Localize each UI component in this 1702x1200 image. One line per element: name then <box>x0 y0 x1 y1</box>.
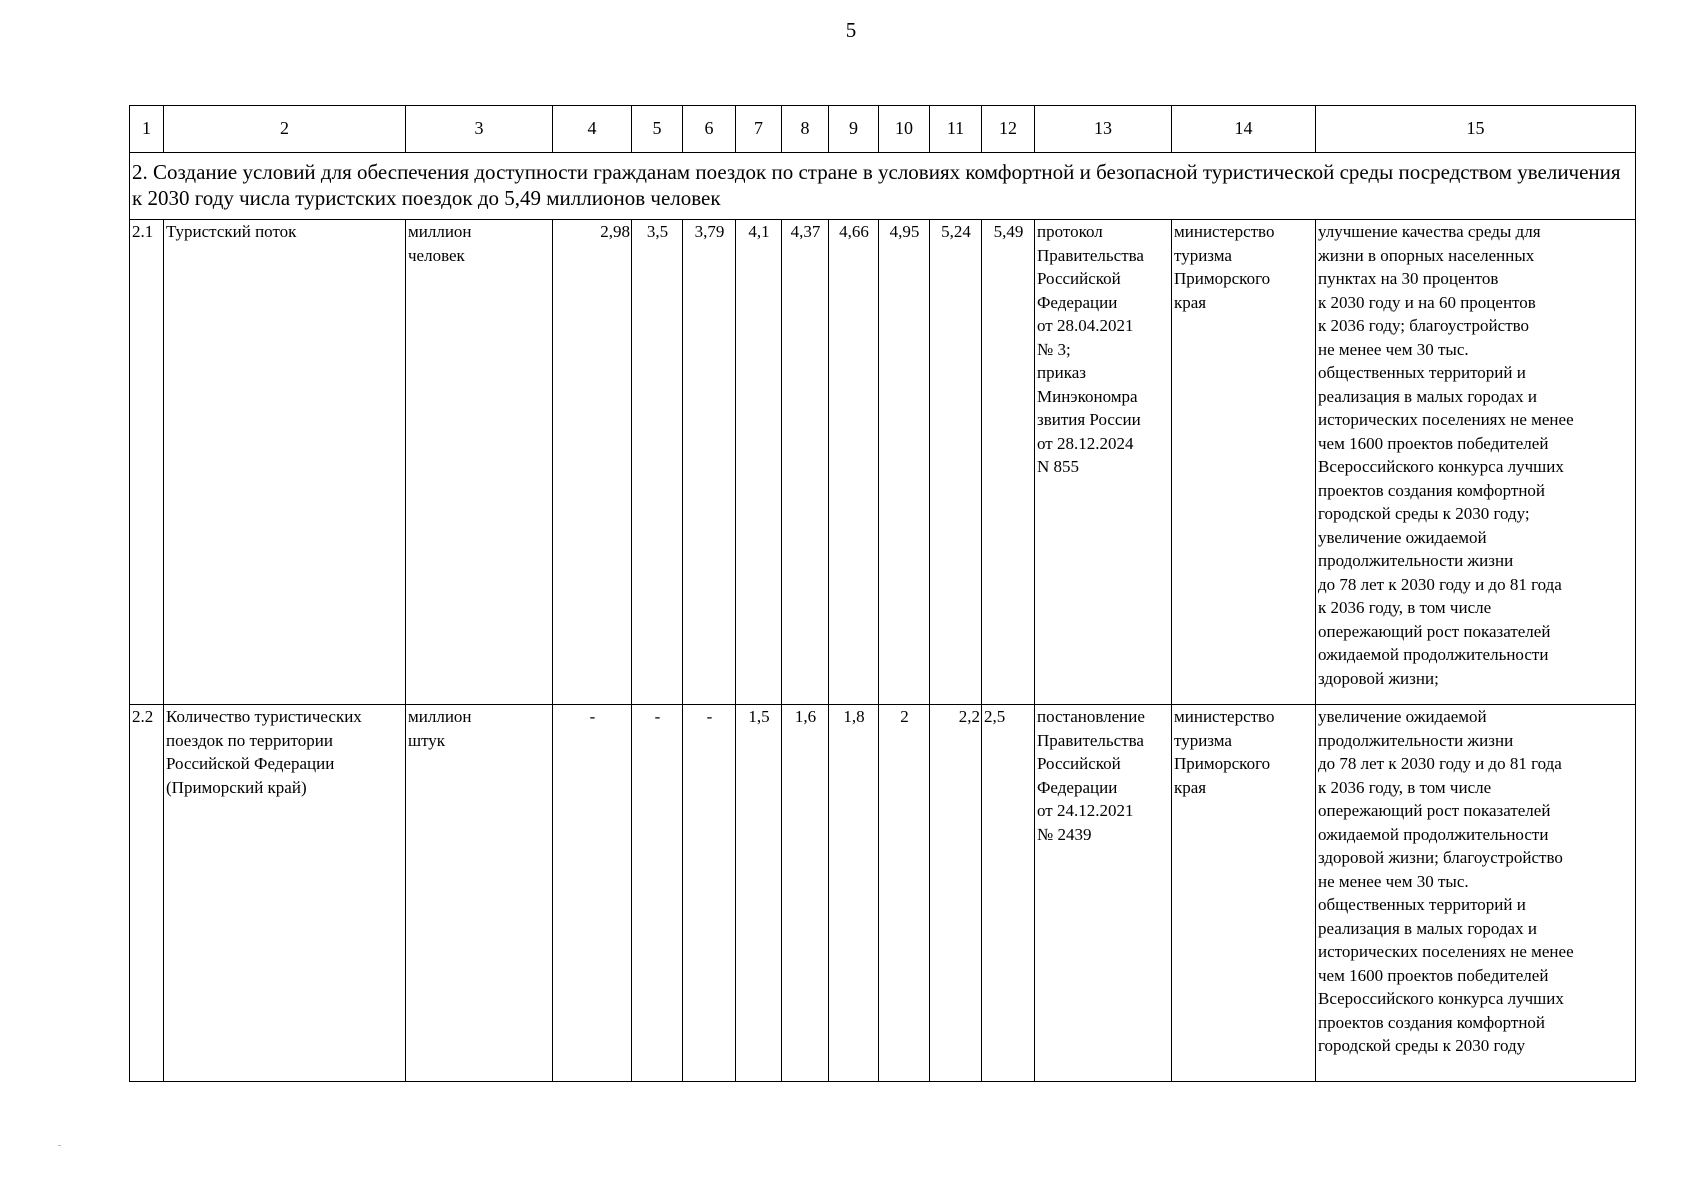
column-header: 9 <box>829 106 879 153</box>
indicator-name: Туристский поток <box>164 220 406 705</box>
column-header: 7 <box>736 106 782 153</box>
column-header: 13 <box>1035 106 1172 153</box>
value-cell: 1,5 <box>736 705 782 1082</box>
column-header: 8 <box>782 106 829 153</box>
link-cell: увеличение ожидаемой продолжительности жизни до 78 лет к 2030 году и до 81 года к 2036 году, в том числе опережающий рост показателей ожидаемой продолжительности здоровой жизни; благоустройство не менее чем 30 тыс. общественных территорий и реализация в малых городах и исторических поселениях не менее чем 1600 проектов победителей Всероссийского конкурса лучших проектов создания комфортной городской среды к 2030 году <box>1316 705 1636 1082</box>
value-cell: - <box>632 705 683 1082</box>
page-number: 5 <box>845 18 857 42</box>
value-cell: 5,24 <box>930 220 982 705</box>
column-header: 10 <box>879 106 930 153</box>
value-cell: 2 <box>879 705 930 1082</box>
value-cell: 1,6 <box>782 705 829 1082</box>
value-cell: 4,1 <box>736 220 782 705</box>
value-cell: 1,8 <box>829 705 879 1082</box>
column-header: 4 <box>553 106 632 153</box>
value-cell: 3,79 <box>683 220 736 705</box>
row-code: 2.2 <box>130 705 164 1082</box>
table-row <box>130 220 1636 705</box>
responsible-cell: министерство туризма Приморского края <box>1172 705 1316 1082</box>
unit-cell: миллион штук <box>406 705 553 1082</box>
value-cell: 2,2 <box>930 705 982 1082</box>
column-header: 2 <box>164 106 406 153</box>
indicators-table <box>129 105 1636 1082</box>
value-cell: 3,5 <box>632 220 683 705</box>
value-cell: - <box>683 705 736 1082</box>
value-cell: 5,49 <box>982 220 1035 705</box>
value-cell: 2,98 <box>553 220 632 705</box>
value-cell: 4,95 <box>879 220 930 705</box>
link-cell: улучшение качества среды для жизни в опорных населенных пунктах на 30 процентов к 2030 году и на 60 процентов к 2036 году; благоустройство не менее чем 30 тыс. общественных территорий и реализация в малых городах и исторических поселениях не менее чем 1600 проектов победителей Всероссийского конкурса лучших проектов создания комфортной городской среды к 2030 году; увеличение ожидаемой продолжительности жизни до 78 лет к 2030 году и до 81 года к 2036 году, в том числе опережающий рост показателей ожидаемой продолжительности здоровой жизни; <box>1316 220 1636 705</box>
responsible-cell: министерство туризма Приморского края <box>1172 220 1316 705</box>
value-cell: 4,66 <box>829 220 879 705</box>
column-header: 14 <box>1172 106 1316 153</box>
value-cell: 4,37 <box>782 220 829 705</box>
value-cell: - <box>553 705 632 1082</box>
table-row <box>130 705 1636 1082</box>
section-row <box>130 153 1636 220</box>
column-header: 3 <box>406 106 553 153</box>
row-code: 2.1 <box>130 220 164 705</box>
column-header: 12 <box>982 106 1035 153</box>
indicator-name: Количество туристических поездок по территории Российской Федерации (Приморский край) <box>164 705 406 1082</box>
column-number-row <box>130 106 1636 153</box>
column-header: 15 <box>1316 106 1636 153</box>
column-header: 1 <box>130 106 164 153</box>
column-header: 6 <box>683 106 736 153</box>
scan-speck <box>58 1145 61 1146</box>
unit-cell: миллион человек <box>406 220 553 705</box>
column-header: 5 <box>632 106 683 153</box>
document-cell: постановление Правительства Российской Федерации от 24.12.2021 № 2439 <box>1035 705 1172 1082</box>
section-title: 2. Создание условий для обеспечения доступности гражданам поездок по стране в условиях комфортной и безопасной туристической среды посредством увеличения к 2030 году числа туристских поездок до 5,49 миллионов человек <box>130 153 1636 220</box>
document-cell: протокол Правительства Российской Федерации от 28.04.2021 № 3; приказ Минэкономра звития России от 28.12.2024 N 855 <box>1035 220 1172 705</box>
column-header: 11 <box>930 106 982 153</box>
value-cell: 2,5 <box>982 705 1035 1082</box>
